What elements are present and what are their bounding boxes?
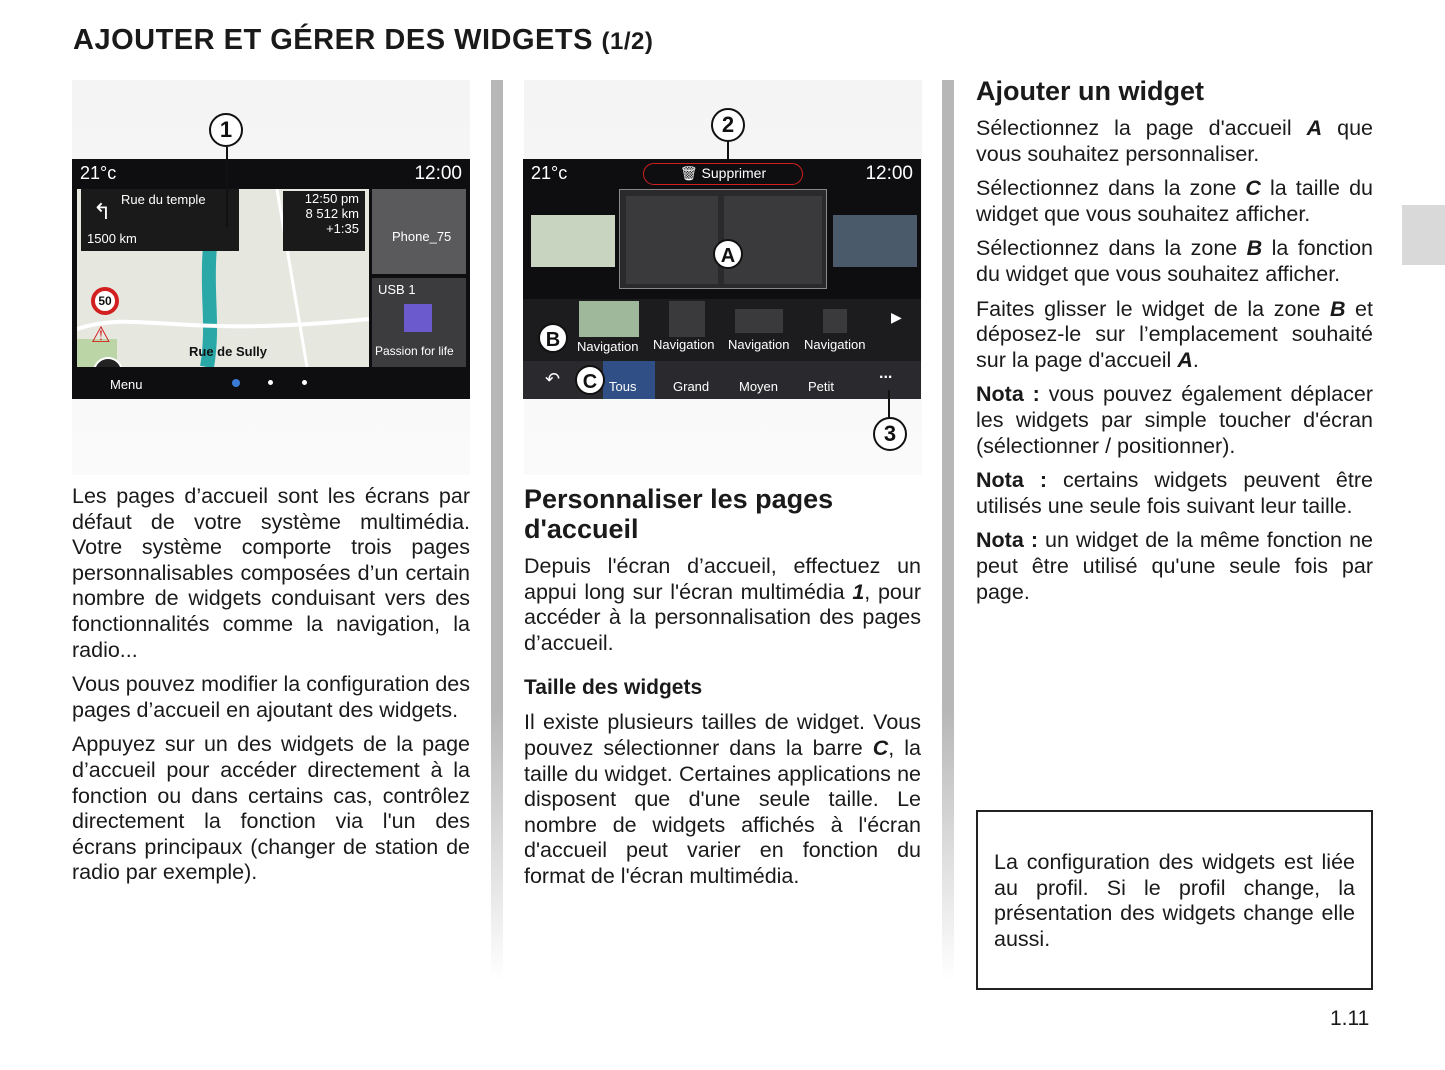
text: Sélectionnez dans la zone xyxy=(976,176,1246,201)
section-tab xyxy=(1402,205,1445,265)
note-paragraph xyxy=(976,468,1373,519)
callout-1-leader xyxy=(226,147,228,227)
delete-label: Supprimer xyxy=(701,165,767,181)
time-delta: +1:35 xyxy=(326,221,359,236)
widget-thumb[interactable] xyxy=(735,309,783,333)
column-separator xyxy=(942,80,954,980)
page-title-part: (1/2) xyxy=(601,28,654,55)
page-dot[interactable] xyxy=(268,380,273,385)
column-3-text xyxy=(976,76,1373,614)
paragraph xyxy=(976,236,1373,287)
text: , pour accéder à la personnalisation des pages d’accueil. xyxy=(524,579,921,655)
eta: 12:50 pm xyxy=(304,191,359,206)
reference: B xyxy=(1329,296,1346,321)
note-paragraph xyxy=(976,528,1373,605)
widget-label: Navigation xyxy=(728,337,790,352)
marker-b: B xyxy=(538,323,568,353)
phone-label: Phone_75 xyxy=(392,229,452,244)
widget-thumb[interactable] xyxy=(669,301,705,337)
text: Il existe plusieurs tailles de widget. Vous pouvez sélectionner dans la barre xyxy=(524,710,921,760)
widget-thumb[interactable] xyxy=(823,309,847,333)
text: la taille du widget que vous souhaitez afficher. xyxy=(976,176,1373,226)
home-screen-figure xyxy=(72,159,470,399)
next-arrow-icon[interactable]: ▶ xyxy=(891,309,902,325)
subheading: Taille des widgets xyxy=(524,676,703,700)
nav-instruction-panel xyxy=(81,189,239,251)
street-top: Rue du temple xyxy=(121,192,206,207)
column-separator xyxy=(491,80,503,980)
text: vous pouvez également déplacer les widgets par simple toucher d'écran (sélectionner / positionner). xyxy=(976,382,1373,458)
preview-nav-widget xyxy=(626,196,718,284)
widget-label: Navigation xyxy=(577,339,639,354)
phone-widget[interactable] xyxy=(372,189,466,274)
callout-1: 1 xyxy=(209,113,243,147)
note-label: Nota : xyxy=(976,528,1038,553)
map-widget[interactable] xyxy=(77,189,369,367)
text: un widget de la même fonction ne peut être utilisé qu'une seule fois par page. xyxy=(976,528,1373,604)
text: , la taille du widget. Certaines applications ne disposent que d'une seule taille. Le nombre de widgets affichés à l'écran d'accueil peut varier en fonction du format de l'écran multimédia. xyxy=(524,735,921,888)
section-heading: Ajouter un widget xyxy=(976,76,1204,106)
preview-media-widget xyxy=(724,196,822,284)
track-title: Passion for life xyxy=(375,344,454,358)
trip-info-panel xyxy=(283,191,365,251)
note-paragraph xyxy=(976,382,1373,459)
info-text: La configuration des widgets est liée au profil. Si le profil change, la présentation des widgets change elle aussi. xyxy=(994,850,1355,951)
page-dot-active[interactable] xyxy=(232,379,240,387)
info-box xyxy=(976,810,1373,990)
paragraph xyxy=(976,176,1373,227)
album-art xyxy=(404,304,432,332)
callout-2: 2 xyxy=(711,108,745,142)
column-1-text xyxy=(72,484,470,895)
temperature: 21°c xyxy=(80,163,117,183)
paragraph: Les pages d’accueil sont les écrans par défaut de votre système multimédia. Votre système comporte trois pages personnalisables composées d’un certain nombre de widgets conduisant vers des fonctionnalités comme la navigation, la radio... xyxy=(72,484,470,662)
text: Faites glisser le widget de la zone xyxy=(976,296,1330,321)
callout-3-leader xyxy=(888,390,890,418)
reference: B xyxy=(1246,236,1263,261)
remaining-distance: 8 512 km xyxy=(305,206,359,221)
text: Sélectionnez dans la zone xyxy=(976,236,1247,261)
preview-page-right[interactable] xyxy=(833,215,917,267)
clock: 12:00 xyxy=(865,163,913,184)
page-title xyxy=(73,24,653,57)
paragraph xyxy=(524,710,921,889)
note-label: Nota : xyxy=(976,468,1047,493)
reference: A xyxy=(1177,347,1193,372)
temperature: 21°c xyxy=(531,163,568,183)
page-number: 1.11 xyxy=(1330,1007,1370,1030)
size-label[interactable]: Moyen xyxy=(739,379,779,394)
media-widget[interactable] xyxy=(372,278,466,367)
warning-icon: ⚠ xyxy=(91,322,111,347)
page-title-text: AJOUTER ET GÉRER DES WIDGETS xyxy=(73,24,593,56)
clock: 12:00 xyxy=(414,163,462,184)
reference: C xyxy=(1245,176,1261,201)
size-label[interactable]: Grand xyxy=(673,379,710,394)
callout-3: 3 xyxy=(873,417,907,451)
delete-button[interactable] xyxy=(643,163,803,185)
preview-page-left[interactable] xyxy=(531,215,615,267)
page-dot[interactable] xyxy=(302,380,307,385)
trash-icon: 🗑 xyxy=(679,165,702,181)
section-heading: Personnaliser les pages d'accueil xyxy=(524,484,834,544)
speed-limit-sign: 50 xyxy=(91,287,119,315)
reference: A xyxy=(1306,116,1323,140)
distance: 1500 km xyxy=(87,231,137,246)
widget-label: Navigation xyxy=(653,337,715,352)
widget-picker xyxy=(523,299,921,361)
column-2-text xyxy=(524,484,921,899)
widget-thumb[interactable] xyxy=(579,301,639,337)
size-label[interactable]: Petit xyxy=(808,379,835,394)
edit-screen-figure xyxy=(523,159,921,399)
marker-c: C xyxy=(575,365,605,395)
note-label: Nota : xyxy=(976,382,1040,407)
size-tab-selected[interactable] xyxy=(603,361,655,399)
text: . xyxy=(1192,347,1199,372)
back-icon[interactable]: ↶ xyxy=(545,369,561,389)
more-options[interactable]: ... xyxy=(879,365,893,382)
paragraph xyxy=(524,554,921,656)
menu-button[interactable]: Menu xyxy=(110,377,143,392)
text: Depuis l'écran d’accueil, effectuez un appui long sur l'écran multimédia xyxy=(524,554,921,604)
usb-label: USB 1 xyxy=(378,282,416,297)
text: Sélectionnez la page d'accueil xyxy=(976,116,1307,140)
reference: C xyxy=(872,735,889,760)
turn-arrow-icon: ↰ xyxy=(93,199,112,224)
reference: 1 xyxy=(852,579,865,604)
size-label: Tous xyxy=(609,379,637,394)
text: la fonction du widget que vous souhaitez afficher. xyxy=(976,236,1374,286)
text: et déposez-le sur l’emplacement souhaité sur la page d'accueil xyxy=(976,296,1373,372)
paragraph xyxy=(976,116,1373,167)
paragraph: Vous pouvez modifier la configuration des pages d’accueil en ajoutant des widgets. xyxy=(72,672,470,722)
marker-a: A xyxy=(713,239,743,269)
paragraph: Appuyez sur un des widgets de la page d’accueil pour accéder directement à la fonction ou dans certains cas, contrôlez directement la fonction via l'un des écrans principaux (changer de station de radio par exemple). xyxy=(72,732,470,885)
text: certains widgets peuvent être utilisés une seule fois suivant leur taille. xyxy=(976,468,1373,518)
street-bottom: Rue de Sully xyxy=(189,344,268,359)
widget-label: Navigation xyxy=(804,337,866,352)
text: que vous souhaitez personnaliser. xyxy=(976,116,1373,166)
paragraph xyxy=(976,297,1373,374)
